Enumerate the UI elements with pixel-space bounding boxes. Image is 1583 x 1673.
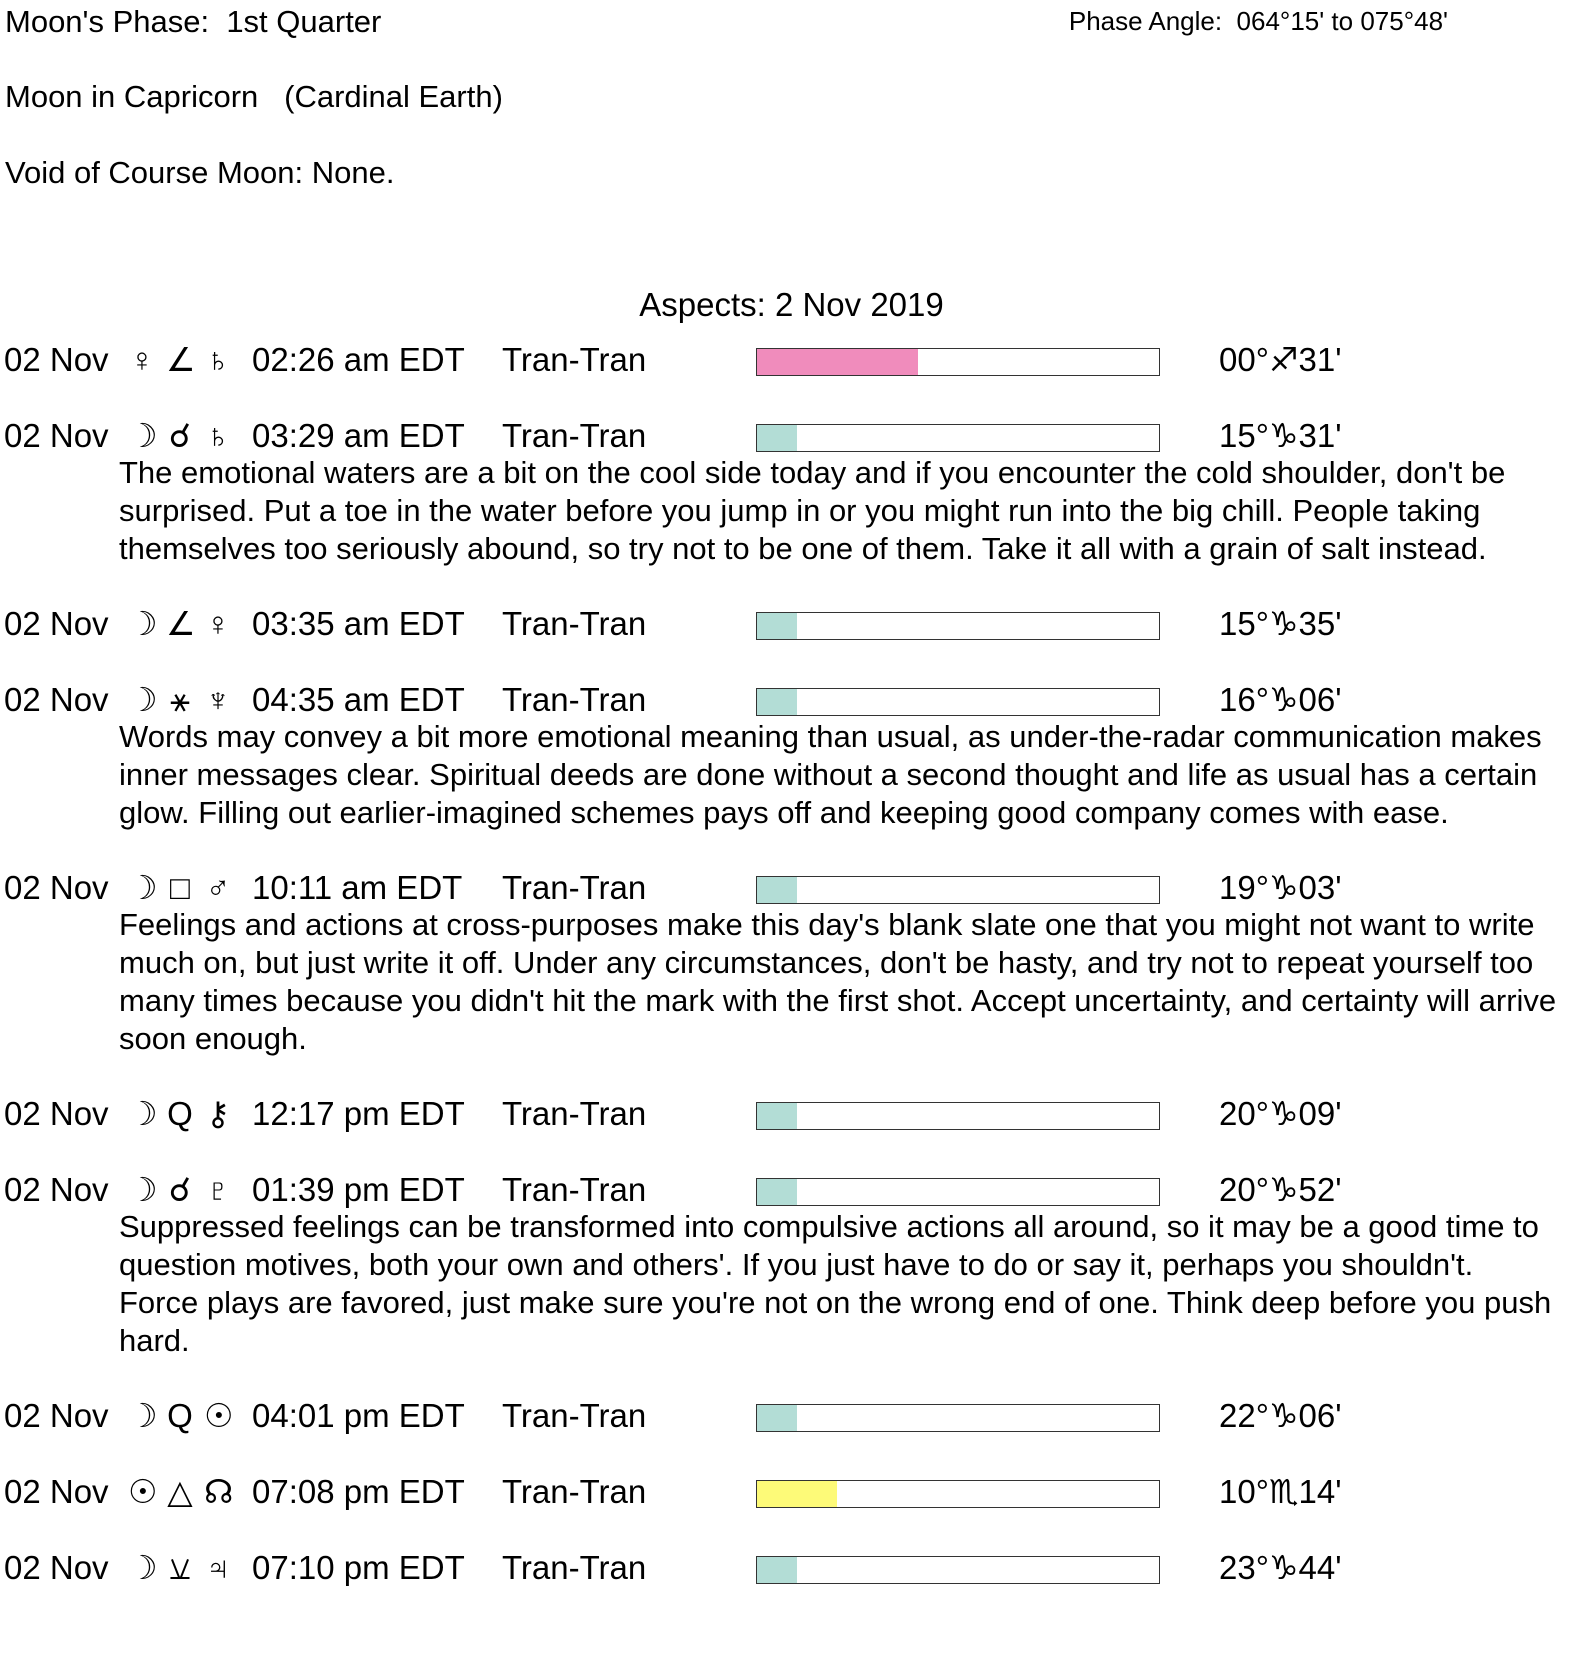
strength-bar bbox=[756, 876, 1160, 904]
moon-phase: Moon's Phase: 1st Quarter bbox=[5, 4, 382, 39]
aspect-item bbox=[0, 1548, 1583, 1624]
aspects-title: Aspects: 2 Nov 2019 bbox=[639, 286, 944, 323]
aspect-glyph: Q bbox=[167, 1095, 193, 1132]
aspect-time: 01:39 pm EDT bbox=[252, 1171, 465, 1208]
aspect-date: 02 Nov bbox=[4, 605, 109, 642]
aspect-date: 02 Nov bbox=[4, 1171, 109, 1208]
aspect-position: 22°♑06' bbox=[1219, 1397, 1342, 1434]
aspect-time: 10:11 am EDT bbox=[252, 869, 463, 906]
aspect-item bbox=[0, 340, 1583, 416]
aspect-time: 02:26 am EDT bbox=[252, 341, 465, 378]
aspect-description: The emotional waters are a bit on the cool side today and if you encounter the cold shoulder, don't be surprised. Put a toe in the water before you jump in or you might run into the big chill. People taking themselves too seriously abound, so try not to be one of them. Take it all with a grain of salt instead. bbox=[119, 455, 1506, 566]
aspect-type: Tran-Tran bbox=[502, 1171, 647, 1208]
strength-bar bbox=[756, 1404, 1160, 1432]
aspect-item bbox=[0, 680, 1583, 868]
aspect-time: 04:35 am EDT bbox=[252, 681, 465, 718]
aspect-date: 02 Nov bbox=[4, 417, 109, 454]
void-of-course: Void of Course Moon: None. bbox=[5, 155, 395, 190]
aspect-type: Tran-Tran bbox=[502, 417, 647, 454]
aspect-glyph: Q bbox=[167, 1397, 193, 1434]
planet-1-glyph: ☽ bbox=[128, 1549, 158, 1586]
planet-2-glyph: ♄ bbox=[205, 417, 231, 454]
aspect-position: 00°♐31' bbox=[1219, 341, 1342, 378]
aspect-row bbox=[0, 604, 1583, 644]
aspect-type: Tran-Tran bbox=[502, 869, 647, 906]
aspect-row bbox=[0, 1094, 1583, 1134]
aspect-type: Tran-Tran bbox=[502, 1095, 647, 1132]
aspect-time: 07:08 pm EDT bbox=[252, 1473, 465, 1510]
aspect-date: 02 Nov bbox=[4, 1473, 109, 1510]
aspect-position: 20°♑52' bbox=[1219, 1171, 1342, 1208]
aspect-glyph: ⚺ bbox=[169, 1549, 191, 1586]
strength-bar bbox=[756, 612, 1160, 640]
aspect-glyph: ☌ bbox=[168, 417, 192, 454]
planet-2-glyph: ♀ bbox=[205, 605, 231, 642]
planet-1-glyph: ☽ bbox=[128, 1397, 158, 1434]
planet-2-glyph: ♂ bbox=[205, 869, 231, 906]
aspect-type: Tran-Tran bbox=[502, 1549, 647, 1586]
aspect-position: 10°♏14' bbox=[1219, 1473, 1342, 1510]
aspect-row bbox=[0, 416, 1583, 456]
strength-bar-fill bbox=[757, 349, 918, 375]
aspect-row bbox=[0, 868, 1583, 908]
aspect-position: 19°♑03' bbox=[1219, 869, 1342, 906]
aspect-list bbox=[0, 340, 1583, 1624]
aspect-time: 12:17 pm EDT bbox=[252, 1095, 465, 1132]
aspect-glyph: ∠ bbox=[166, 341, 196, 378]
aspect-row bbox=[0, 680, 1583, 720]
aspect-glyph: ⚹ bbox=[170, 681, 190, 718]
phase-angle: Phase Angle: 064°15' to 075°48' bbox=[1068, 6, 1448, 36]
strength-bar-fill bbox=[757, 689, 797, 715]
aspect-type: Tran-Tran bbox=[502, 1397, 647, 1434]
aspect-description: Suppressed feelings can be transformed into compulsive actions all around, so it may be a good time to question motives, both your own and others'. If you just have to do or say it, perhaps you shouldn't. Force plays are favored, just make sure you're not on the wrong end of one. Think deep before you push hard. bbox=[119, 1209, 1552, 1358]
aspect-type: Tran-Tran bbox=[502, 681, 647, 718]
aspect-date: 02 Nov bbox=[4, 869, 109, 906]
planet-1-glyph: ☉ bbox=[128, 1473, 158, 1510]
strength-bar bbox=[756, 348, 1160, 376]
moon-sign: Moon in Capricorn (Cardinal Earth) bbox=[5, 79, 503, 114]
aspect-position: 15°♑31' bbox=[1219, 417, 1342, 454]
aspect-position: 15°♑35' bbox=[1219, 605, 1342, 642]
strength-bar-fill bbox=[757, 613, 797, 639]
aspect-row bbox=[0, 1396, 1583, 1436]
aspect-glyph: □ bbox=[170, 869, 190, 906]
planet-1-glyph: ☽ bbox=[128, 1171, 158, 1208]
aspect-row bbox=[0, 340, 1583, 380]
planet-1-glyph: ☽ bbox=[128, 681, 158, 718]
planet-2-glyph: ♃ bbox=[205, 1549, 231, 1586]
planet-2-glyph: ♄ bbox=[205, 341, 231, 378]
aspect-description: Feelings and actions at cross-purposes make this day's blank slate one that you might not want to write much on, but just write it off. Under any circumstances, don't be hasty, and try not to repeat yourself too many times because you didn't hit the mark with the first shot. Accept uncertainty, and certainty will arrive soon enough. bbox=[119, 907, 1557, 1056]
aspect-date: 02 Nov bbox=[4, 1397, 109, 1434]
aspect-time: 03:35 am EDT bbox=[252, 605, 465, 642]
strength-bar-fill bbox=[757, 1405, 797, 1431]
strength-bar-fill bbox=[757, 425, 797, 451]
aspect-glyph: △ bbox=[167, 1473, 193, 1510]
aspect-item bbox=[0, 868, 1583, 1094]
aspect-type: Tran-Tran bbox=[502, 341, 647, 378]
strength-bar bbox=[756, 1480, 1160, 1508]
strength-bar-fill bbox=[757, 1481, 837, 1507]
planet-2-glyph: ♆ bbox=[205, 681, 231, 718]
strength-bar bbox=[756, 1556, 1160, 1584]
planet-1-glyph: ☽ bbox=[128, 1095, 158, 1132]
strength-bar bbox=[756, 1102, 1160, 1130]
planet-1-glyph: ☽ bbox=[128, 605, 158, 642]
aspect-type: Tran-Tran bbox=[502, 1473, 647, 1510]
strength-bar bbox=[756, 688, 1160, 716]
strength-bar-fill bbox=[757, 1179, 797, 1205]
planet-2-glyph: ☉ bbox=[204, 1397, 234, 1434]
aspect-item bbox=[0, 1170, 1583, 1396]
aspect-row bbox=[0, 1170, 1583, 1210]
planet-1-glyph: ☽ bbox=[128, 869, 158, 906]
aspect-date: 02 Nov bbox=[4, 681, 109, 718]
aspect-item bbox=[0, 1396, 1583, 1472]
aspect-row bbox=[0, 1472, 1583, 1512]
aspect-description: Words may convey a bit more emotional meaning than usual, as under-the-radar communication makes inner messages clear. Spiritual deeds are done without a second thought and life as usual has a certain glow. Filling out earlier-imagined schemes pays off and keeping good company comes with ease. bbox=[119, 719, 1542, 830]
planet-2-glyph: ⚷ bbox=[205, 1095, 231, 1132]
aspect-row bbox=[0, 1548, 1583, 1588]
aspect-date: 02 Nov bbox=[4, 1549, 109, 1586]
aspect-glyph: ∠ bbox=[166, 605, 196, 642]
aspect-time: 03:29 am EDT bbox=[252, 417, 465, 454]
aspect-item bbox=[0, 1472, 1583, 1548]
aspect-item bbox=[0, 1094, 1583, 1170]
aspect-time: 04:01 pm EDT bbox=[252, 1397, 465, 1434]
planet-2-glyph: ♇ bbox=[205, 1171, 231, 1208]
strength-bar-fill bbox=[757, 1557, 797, 1583]
planet-1-glyph: ☽ bbox=[128, 417, 158, 454]
aspect-item bbox=[0, 416, 1583, 604]
aspect-type: Tran-Tran bbox=[502, 605, 647, 642]
strength-bar bbox=[756, 424, 1160, 452]
planet-1-glyph: ♀ bbox=[129, 341, 155, 378]
aspect-time: 07:10 pm EDT bbox=[252, 1549, 465, 1586]
planet-2-glyph: ☊ bbox=[204, 1473, 234, 1510]
aspect-position: 20°♑09' bbox=[1219, 1095, 1342, 1132]
aspect-date: 02 Nov bbox=[4, 341, 109, 378]
strength-bar-fill bbox=[757, 1103, 797, 1129]
aspect-position: 23°♑44' bbox=[1219, 1549, 1342, 1586]
aspect-glyph: ☌ bbox=[168, 1171, 192, 1208]
strength-bar bbox=[756, 1178, 1160, 1206]
strength-bar-fill bbox=[757, 877, 797, 903]
aspect-date: 02 Nov bbox=[4, 1095, 109, 1132]
aspect-item bbox=[0, 604, 1583, 680]
aspect-position: 16°♑06' bbox=[1219, 681, 1342, 718]
